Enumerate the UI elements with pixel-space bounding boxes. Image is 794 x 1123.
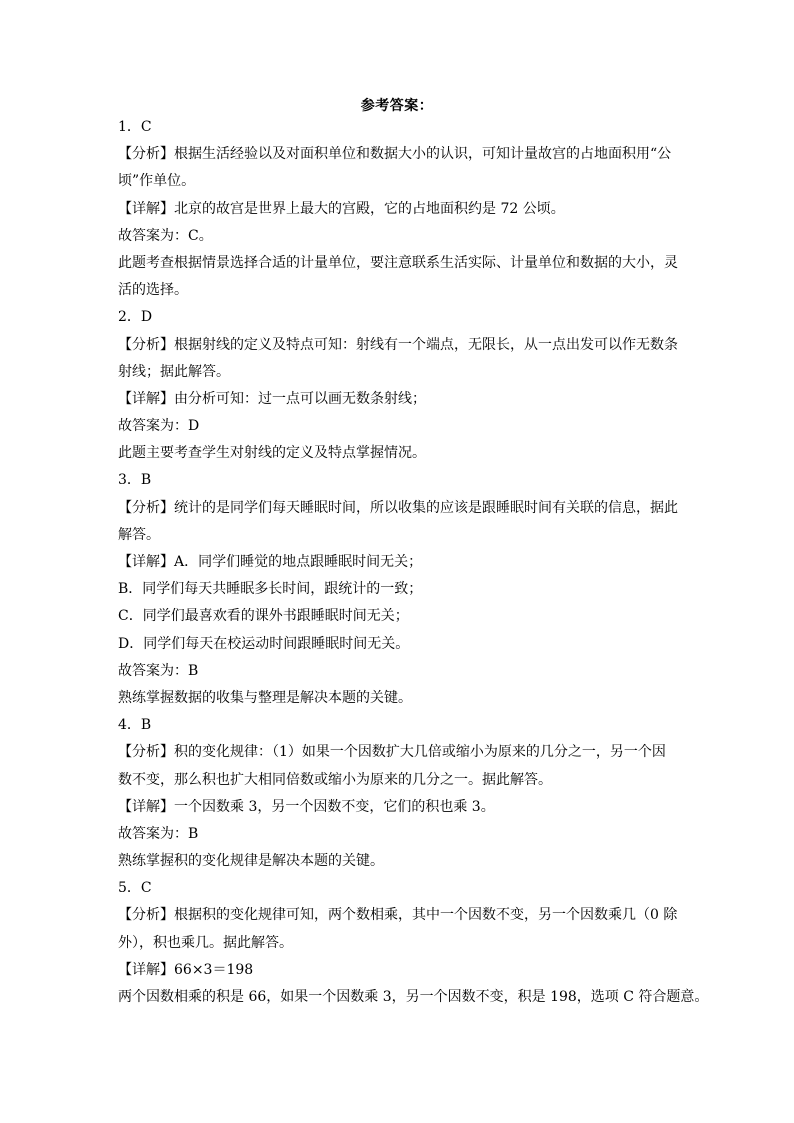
answer-content — [118, 114, 709, 1011]
analysis-line: 【分析】根据射线的定义及特点可知：射线有一个端点，无限长，从一点出发可以作无数条 — [118, 336, 678, 353]
analysis-line: 顷”作单位。 — [118, 173, 196, 190]
detail-line: 【详解】一个因数乘 3，另一个因数不变，它们的积也乘 3。 — [118, 798, 495, 815]
answer-number-1: 1．C — [118, 119, 152, 135]
answer-line: 故答案为：D — [118, 418, 200, 435]
analysis-line: 【分析】根据生活经验以及对面积单位和数据大小的认识，可知计量故宫的占地面积用“公 — [118, 146, 672, 163]
summary-line: 熟练掌握积的变化规律是解决本题的关键。 — [118, 853, 384, 870]
summary-line: 此题主要考查学生对射线的定义及特点掌握情况。 — [118, 445, 426, 462]
analysis-line: 【分析】根据积的变化规律可知，两个数相乘，其中一个因数不变，另一个因数乘几（0 除 — [118, 907, 678, 924]
summary-line: 活的选择。 — [118, 282, 188, 299]
analysis-line: 【分析】统计的是同学们每天睡眠时间，所以收集的应该是跟睡眠时间有关联的信息，据此 — [118, 499, 678, 516]
page-title: 参考答案： — [360, 98, 434, 114]
answer-line: 故答案为：C。 — [118, 227, 213, 244]
analysis-line: 外），积也乘几。据此解答。 — [118, 934, 293, 951]
detail-line: 两个因数相乘的积是 66，如果一个因数乘 3，另一个因数不变，积是 198，选项 C 符合题意。 — [118, 989, 709, 1005]
answer-number-4: 4．B — [118, 717, 152, 734]
answer-number-2: 2．D — [118, 309, 153, 326]
analysis-line: 【分析】积的变化规律：（1）如果一个因数扩大几倍或缩小为原来的几分之一，另一个因 — [118, 744, 666, 761]
detail-line: C．同学们最喜欢看的课外书跟睡眠时间无关； — [118, 608, 409, 625]
detail-line: 【详解】A．同学们睡觉的地点跟睡眠时间无关； — [118, 554, 423, 570]
detail-line: 【详解】由分析可知：过一点可以画无数条射线； — [118, 390, 426, 407]
detail-line: 【详解】北京的故宫是世界上最大的宫殿，它的占地面积约是 72 公顷。 — [118, 200, 565, 217]
summary-line: 熟练掌握数据的收集与整理是解决本题的关键。 — [118, 689, 412, 706]
detail-line: D．同学们每天在校运动时间跟睡眠时间无关。 — [118, 635, 410, 652]
answer-number-5: 5．C — [118, 880, 152, 897]
answer-line: 故答案为：B — [118, 662, 199, 679]
analysis-line: 解答。 — [118, 526, 160, 543]
detail-line: 【详解】66×3＝198 — [118, 961, 254, 978]
analysis-line: 数不变，那么积也扩大相同倍数或缩小为原来的几分之一。据此解答。 — [118, 771, 552, 788]
summary-line: 此题考查根据情景选择合适的计量单位，要注意联系生活实际、计量单位和数据的大小，灵 — [118, 254, 678, 271]
answer-number-3: 3．B — [118, 472, 152, 489]
detail-line: B．同学们每天共睡眠多长时间，跟统计的一致； — [118, 581, 423, 598]
analysis-line: 射线；据此解答。 — [118, 363, 230, 380]
answer-line: 故答案为：B — [118, 825, 199, 842]
